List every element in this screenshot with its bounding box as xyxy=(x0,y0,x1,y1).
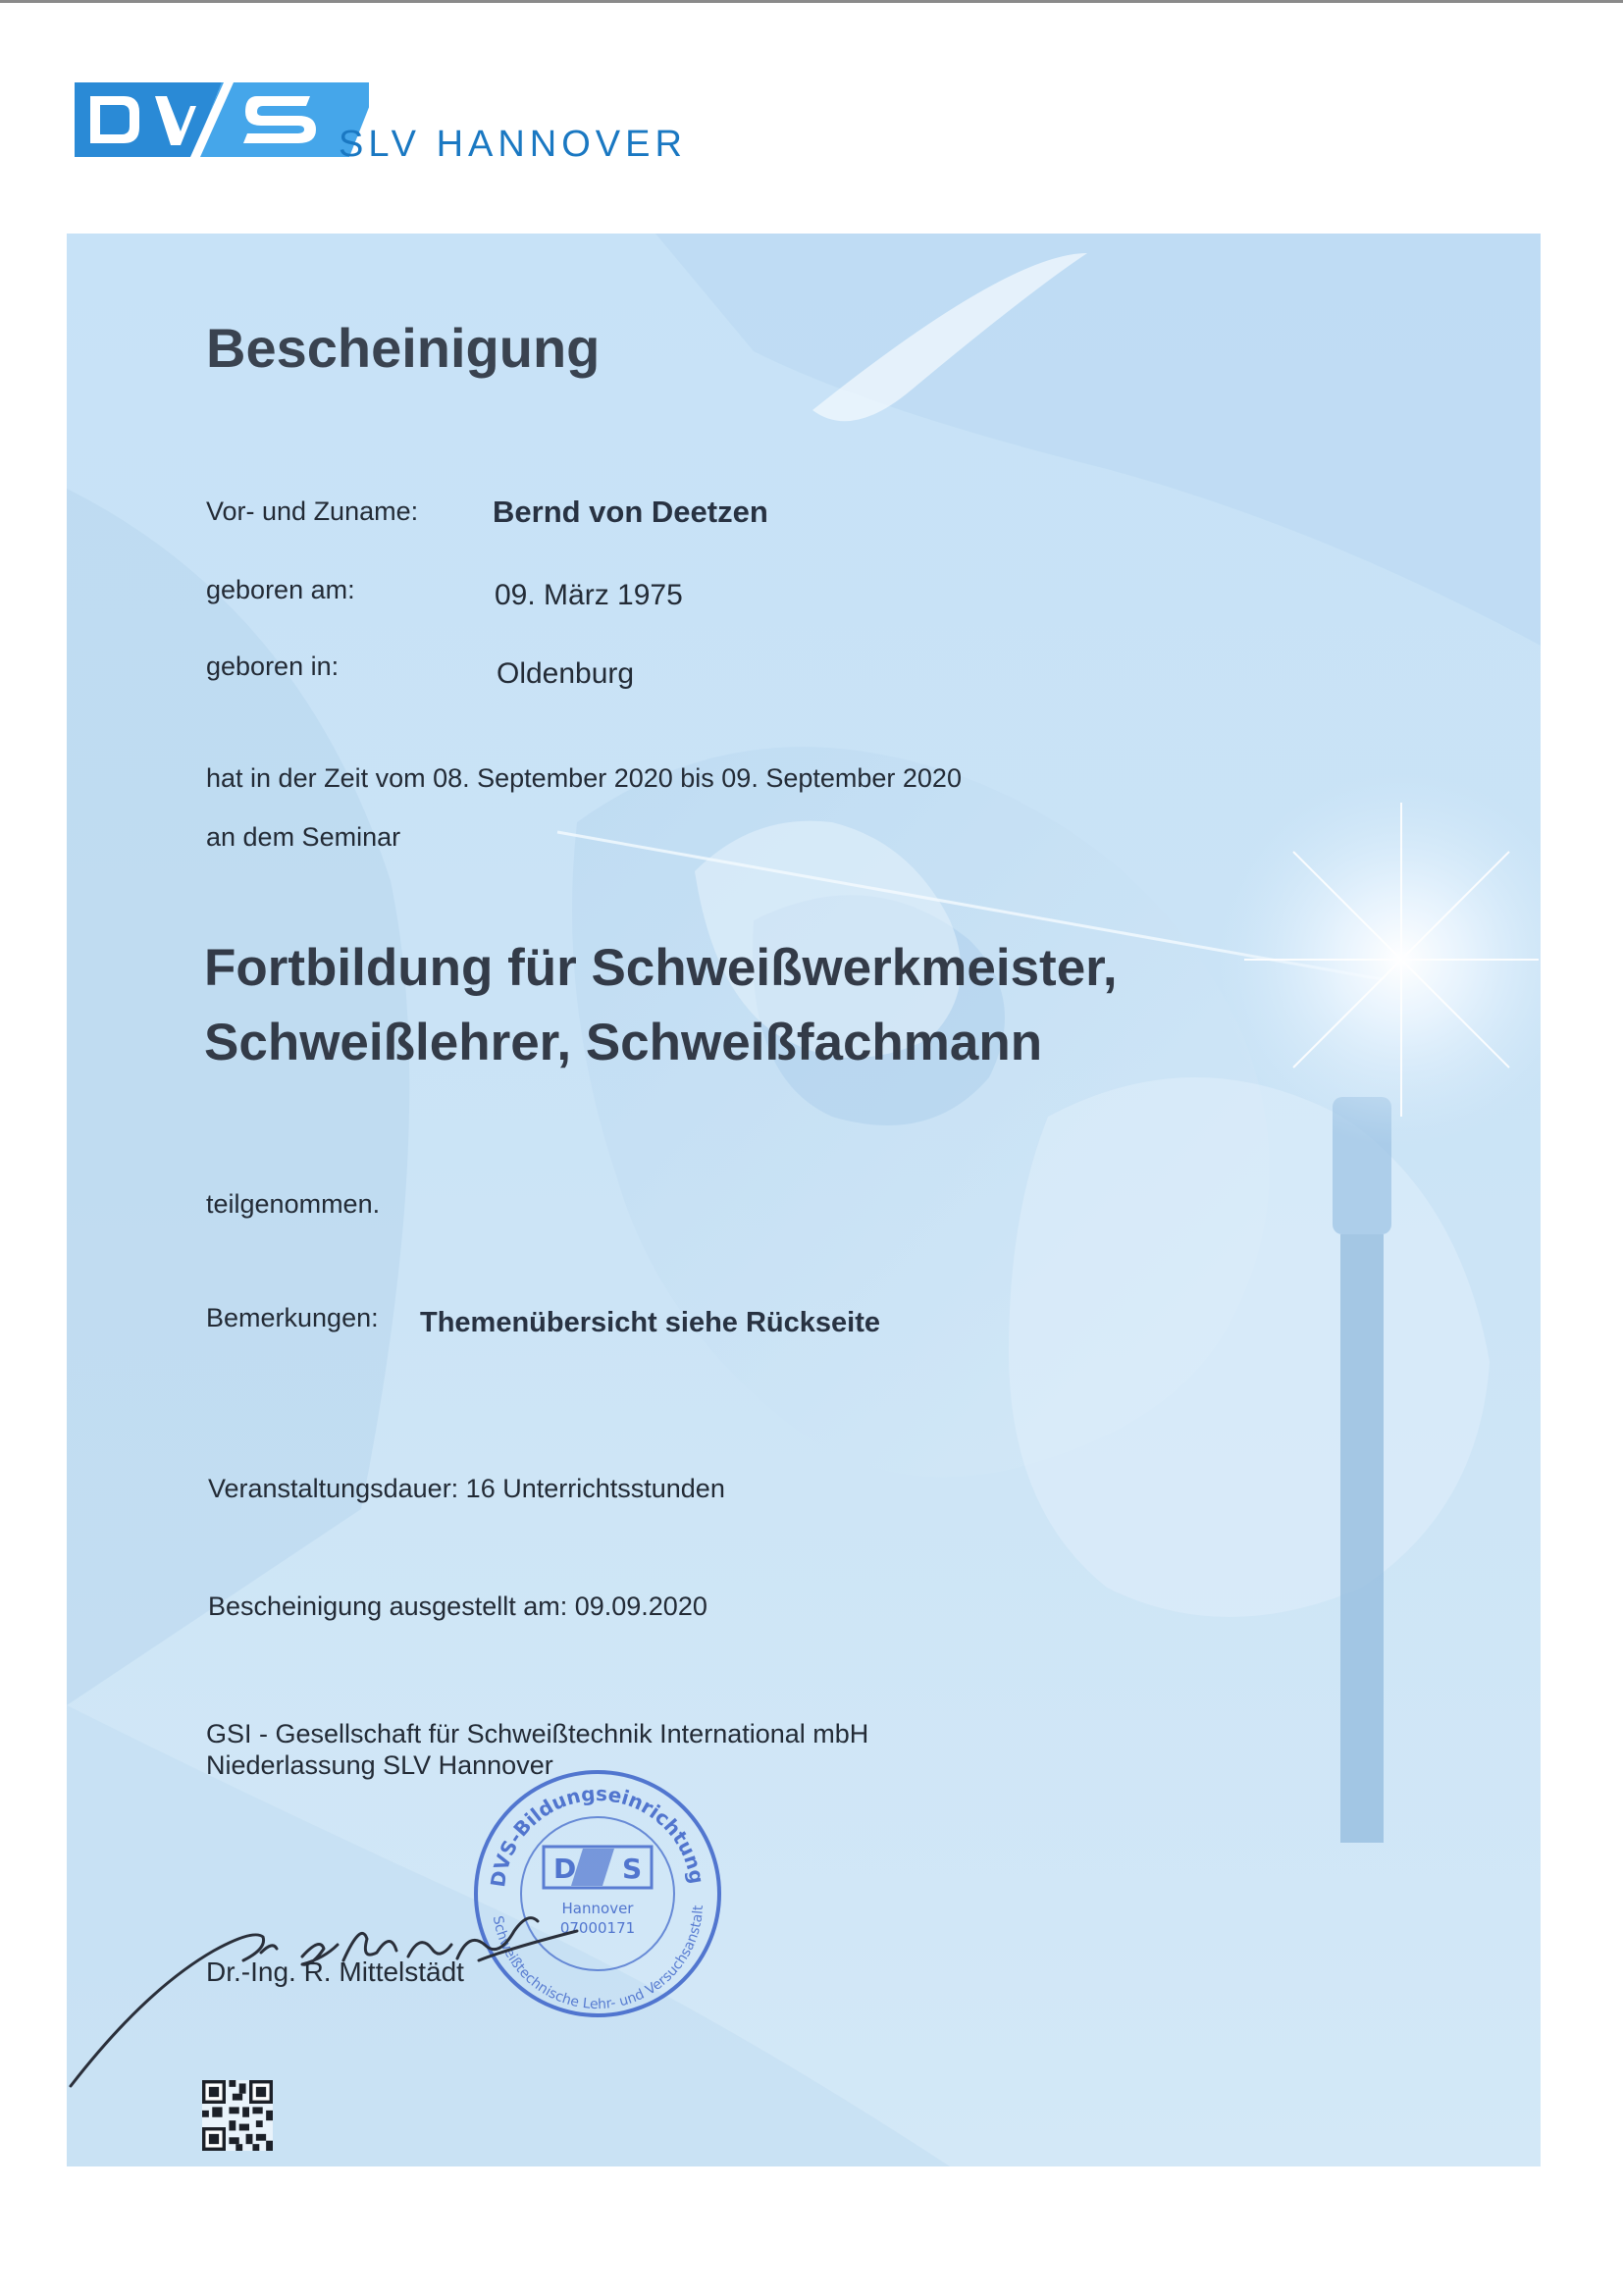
organization-name: GSI - Gesellschaft für Schweißtechnik International mbH xyxy=(206,1719,869,1748)
scan-edge xyxy=(0,0,1623,3)
birthplace-label: geboren in: xyxy=(206,652,340,681)
logo-wordmark: SLV HANNOVER xyxy=(339,124,687,165)
period-text: hat in der Zeit vom 08. September 2020 bis 09. September 2020 xyxy=(206,763,962,793)
svg-text:S: S xyxy=(622,1852,643,1885)
certificate-panel xyxy=(67,234,1541,2166)
dvs-logo xyxy=(75,73,722,171)
organization-branch: Niederlassung SLV Hannover xyxy=(206,1750,553,1780)
participation-text: teilgenommen. xyxy=(206,1189,381,1219)
issued-date-text: Bescheinigung ausgestellt am: 09.09.2020 xyxy=(208,1592,707,1621)
qr-code-icon xyxy=(202,2080,273,2151)
duration-text: Veranstaltungsdauer: 16 Unterrichtsstunden xyxy=(208,1474,725,1503)
name-value: Bernd von Deetzen xyxy=(493,495,768,529)
stamp-city: Hannover xyxy=(561,1900,634,1917)
birthdate-value: 09. März 1975 xyxy=(495,579,683,611)
remarks-label: Bemerkungen: xyxy=(206,1303,379,1332)
svg-text:D: D xyxy=(553,1852,577,1885)
remarks-value: Themenübersicht siehe Rückseite xyxy=(420,1307,880,1338)
stamp-number: 07000171 xyxy=(559,1919,636,1937)
birthplace-value: Oldenburg xyxy=(497,657,635,690)
birthdate-label: geboren am: xyxy=(206,575,355,604)
stamp-bottom-text: Schweißtechnische Lehr- und Versuchsanstalt xyxy=(489,1905,707,2013)
name-label: Vor- und Zuname: xyxy=(206,496,419,526)
stamp-top-text: DVS-Bildungseinrichtung xyxy=(486,1781,709,1889)
document-title: Bescheinigung xyxy=(206,317,601,379)
seminar-intro: an dem Seminar xyxy=(206,822,401,852)
seminar-title-line1: Fortbildung für Schweißwerkmeister, xyxy=(204,939,1118,997)
seminar-title-line2: Schweißlehrer, Schweißfachmann xyxy=(204,1014,1043,1071)
dvs-logo-mark xyxy=(75,73,369,161)
signatory-name: Dr.-Ing. R. Mittelstädt xyxy=(206,1957,464,1987)
